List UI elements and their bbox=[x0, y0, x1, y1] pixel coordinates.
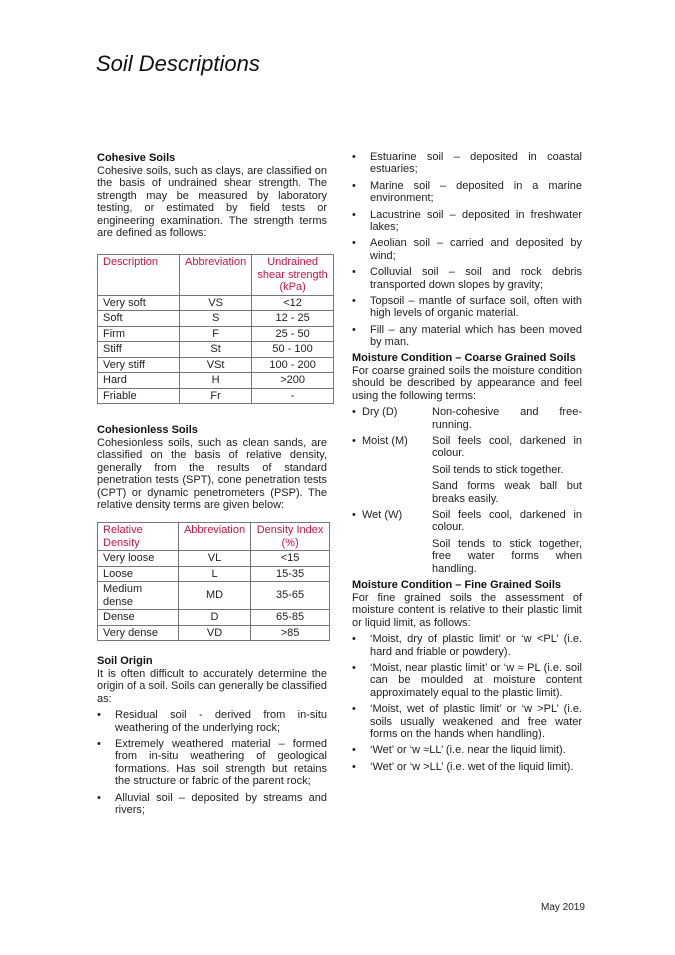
list-item bbox=[352, 703, 582, 740]
list-item-text: ‘Moist, wet of plastic limit’ or ‘w >PL’ (i.e. soils usually weakened and free water forms on the hands when handling). bbox=[370, 703, 582, 741]
table-cell: >200 bbox=[252, 373, 334, 389]
list-item-text: Residual soil - derived from in-situ weathering of the underlying rock; bbox=[115, 709, 327, 734]
list-item bbox=[352, 633, 582, 658]
table-cell: 50 - 100 bbox=[252, 342, 334, 358]
table-cell: <15 bbox=[251, 551, 330, 567]
term-description: Soil feels cool, darkened in colour. bbox=[432, 435, 582, 460]
cohesionless-section bbox=[97, 424, 327, 511]
table-row bbox=[98, 610, 330, 626]
bullet-icon: • bbox=[352, 208, 356, 221]
cohesive-section bbox=[97, 152, 327, 239]
list-item-text: Fill – any material which has been moved by man. bbox=[370, 323, 582, 349]
table-cell: Very stiff bbox=[98, 357, 180, 373]
cohesive-text: Cohesive soils, such as clays, are classified on the basis of undrained shear strength. The strength may be measured by laboratory testing, or estimated by field tests or engineering examination. The strength terms are defined as follows: bbox=[97, 165, 327, 240]
bullet-icon: • bbox=[97, 791, 101, 804]
coarse-text: For coarse grained soils the moisture condition should be described by appearance and feel using the following terms: bbox=[352, 365, 582, 402]
table-cell: 65-85 bbox=[251, 610, 330, 626]
table-cell: Stiff bbox=[98, 342, 180, 358]
list-item bbox=[352, 180, 582, 205]
table-row bbox=[98, 388, 334, 404]
origin-heading: Soil Origin bbox=[97, 655, 153, 667]
list-item bbox=[97, 738, 327, 788]
table-cell: 12 - 25 bbox=[252, 311, 334, 327]
table-row bbox=[98, 357, 334, 373]
table-cell: Dense bbox=[98, 610, 179, 626]
bullet-icon: • bbox=[352, 179, 356, 192]
list-item-text: Estuarine soil – deposited in coastal estuaries; bbox=[370, 151, 582, 176]
bullet-icon bbox=[352, 464, 362, 476]
table-cell: Soft bbox=[98, 311, 180, 327]
table-cell: L bbox=[178, 566, 250, 582]
list-item bbox=[352, 761, 582, 773]
table-cell: H bbox=[180, 373, 252, 389]
table-cell: Very loose bbox=[98, 551, 179, 567]
table-cell: 35-65 bbox=[251, 582, 330, 610]
header-cell: Description bbox=[98, 255, 180, 296]
table-header-row bbox=[98, 255, 334, 296]
list-item-text: Marine soil – deposited in a marine environment; bbox=[370, 179, 582, 205]
header-cell: Abbreviation bbox=[178, 523, 250, 551]
table-header-row bbox=[98, 523, 330, 551]
table-cell: Very soft bbox=[98, 295, 180, 311]
term-description: Soil tends to stick together, free water forms when handling. bbox=[432, 537, 582, 575]
table-cell: Medium dense bbox=[98, 582, 179, 610]
table-cell: F bbox=[180, 326, 252, 342]
table-cell: - bbox=[252, 388, 334, 404]
bullet-icon: • bbox=[352, 633, 356, 646]
coarse-section bbox=[352, 352, 582, 579]
table-cell: Firm bbox=[98, 326, 180, 342]
table-cell: MD bbox=[178, 582, 250, 610]
cohesive-heading: Cohesive Soils bbox=[97, 152, 176, 164]
list-item bbox=[352, 209, 582, 234]
term-label: Dry (D) bbox=[362, 406, 398, 419]
bullet-icon: • bbox=[352, 744, 356, 757]
bullet-icon: • bbox=[352, 151, 356, 163]
page-title: Soil Descriptions bbox=[96, 51, 260, 76]
bullet-icon: • bbox=[352, 703, 356, 716]
table-row bbox=[98, 326, 334, 342]
list-item bbox=[352, 151, 582, 176]
bullet-icon bbox=[352, 480, 362, 505]
term-description: Non-cohesive and free-running. bbox=[432, 406, 582, 431]
term-label bbox=[362, 538, 432, 575]
fine-list bbox=[352, 633, 582, 773]
origin-section bbox=[97, 655, 327, 820]
bullet-icon: • bbox=[352, 237, 356, 250]
list-item-text: Colluvial soil – soil and rock debris transported down slopes by gravity; bbox=[370, 266, 582, 291]
header-cell: Relative Density bbox=[98, 523, 179, 551]
list-item bbox=[352, 324, 582, 349]
table-row bbox=[98, 311, 334, 327]
bullet-icon: • bbox=[352, 760, 356, 773]
moisture-term-row bbox=[352, 435, 582, 460]
table-row bbox=[98, 582, 330, 610]
moisture-term-row bbox=[352, 538, 582, 575]
term-description: Sand forms weak ball but breaks easily. bbox=[432, 480, 582, 505]
table-row bbox=[98, 625, 330, 641]
list-item bbox=[352, 237, 582, 262]
term-label bbox=[362, 464, 432, 476]
bullet-icon: • bbox=[352, 295, 356, 308]
list-item-text: Topsoil – mantle of surface soil, often with high levels of organic material. bbox=[370, 295, 582, 320]
coarse-terms bbox=[352, 406, 582, 575]
origin-list bbox=[97, 709, 327, 816]
cohesionless-heading: Cohesionless Soils bbox=[97, 424, 198, 436]
table-cell: VD bbox=[178, 625, 250, 641]
header-cell: Abbreviation bbox=[180, 255, 252, 296]
list-item bbox=[352, 295, 582, 320]
term-description: Soil feels cool, darkened in colour. bbox=[432, 509, 582, 534]
moisture-term-row bbox=[352, 480, 582, 505]
bullet-icon: • bbox=[352, 509, 356, 522]
table-row bbox=[98, 295, 334, 311]
bullet-icon bbox=[352, 538, 362, 575]
header-cell: Undrained shear strength (kPa) bbox=[252, 255, 334, 296]
table-cell: Loose bbox=[98, 566, 179, 582]
list-item-text: ‘Wet’ or ‘w >LL’ (i.e. wet of the liquid limit). bbox=[370, 760, 574, 773]
list-item bbox=[352, 744, 582, 756]
table-cell: St bbox=[180, 342, 252, 358]
table-cell: Friable bbox=[98, 388, 180, 404]
term-description: Soil tends to stick together. bbox=[432, 463, 564, 476]
fine-section bbox=[352, 579, 582, 777]
bullet-icon: • bbox=[97, 709, 101, 722]
cohesionless-table bbox=[97, 522, 330, 641]
table-cell: D bbox=[178, 610, 250, 626]
header-cell: Density Index (%) bbox=[251, 523, 330, 551]
table-row bbox=[98, 373, 334, 389]
list-item-text: Aeolian soil – carried and deposited by wind; bbox=[370, 237, 582, 262]
bullet-icon: • bbox=[352, 266, 356, 279]
term-label bbox=[362, 480, 432, 505]
coarse-heading: Moisture Condition – Coarse Grained Soils bbox=[352, 352, 576, 364]
bullet-icon: • bbox=[97, 738, 101, 751]
origin-text: It is often difficult to accurately determine the origin of a soil. Soils can generally be classified as: bbox=[97, 668, 327, 705]
list-item-text: ‘Wet’ or ‘w ≈LL’ (i.e. near the liquid limit). bbox=[370, 744, 566, 757]
moisture-term-row bbox=[352, 406, 582, 431]
table-cell: 15-35 bbox=[251, 566, 330, 582]
table-cell: 25 - 50 bbox=[252, 326, 334, 342]
table-cell: Hard bbox=[98, 373, 180, 389]
table-row bbox=[98, 551, 330, 567]
table-cell: VS bbox=[180, 295, 252, 311]
list-item-text: ‘Moist, dry of plastic limit’ or ‘w <PL’ (i.e. hard and friable or powdery). bbox=[370, 633, 582, 658]
list-item bbox=[352, 266, 582, 291]
list-item-text: Extremely weathered material – formed from in-situ weathering of geological formations. Has soil strength but retains the structure or fabric of the parent rock; bbox=[115, 738, 327, 788]
list-item-text: ‘Moist, near plastic limit’ or ‘w ≈ PL (i.e. soil can be moulded at moisture content approximately equal to the plastic limit). bbox=[370, 662, 582, 699]
footer-date: May 2019 bbox=[541, 902, 585, 913]
moisture-term-row bbox=[352, 509, 582, 534]
table-cell: 100 - 200 bbox=[252, 357, 334, 373]
table-cell: S bbox=[180, 311, 252, 327]
table-cell: Very dense bbox=[98, 625, 179, 641]
table-cell: Fr bbox=[180, 388, 252, 404]
list-item bbox=[97, 792, 327, 817]
table-row bbox=[98, 566, 330, 582]
fine-heading: Moisture Condition – Fine Grained Soils bbox=[352, 579, 562, 591]
bullet-icon: • bbox=[352, 662, 356, 675]
list-item-text: Alluvial soil – deposited by streams and rivers; bbox=[115, 791, 327, 817]
table-row bbox=[98, 342, 334, 358]
fine-text: For fine grained soils the assessment of moisture content is relative to their plastic limit or liquid limit, as follows: bbox=[352, 592, 582, 629]
term-label: Moist (M) bbox=[362, 435, 408, 448]
moisture-term-row bbox=[352, 464, 582, 476]
table-cell: >85 bbox=[251, 625, 330, 641]
cohesionless-text: Cohesionless soils, such as clean sands, are classified on the basis of relative density, generally from the results of standard penetration tests (SPT), cone penetration tests (CPT) or dynamic penetrometers (PSP). The relative density terms are given below: bbox=[97, 437, 327, 512]
table-cell: VSt bbox=[180, 357, 252, 373]
cohesive-table bbox=[97, 254, 334, 404]
table-cell: VL bbox=[178, 551, 250, 567]
bullet-icon: • bbox=[352, 406, 356, 419]
bullet-icon: • bbox=[352, 323, 356, 336]
origin-list-continued bbox=[352, 151, 582, 353]
table-cell: <12 bbox=[252, 295, 334, 311]
list-item-text: Lacustrine soil – deposited in freshwater lakes; bbox=[370, 208, 582, 234]
term-label: Wet (W) bbox=[362, 509, 403, 522]
list-item bbox=[97, 709, 327, 734]
list-item bbox=[352, 662, 582, 699]
bullet-icon: • bbox=[352, 435, 356, 448]
